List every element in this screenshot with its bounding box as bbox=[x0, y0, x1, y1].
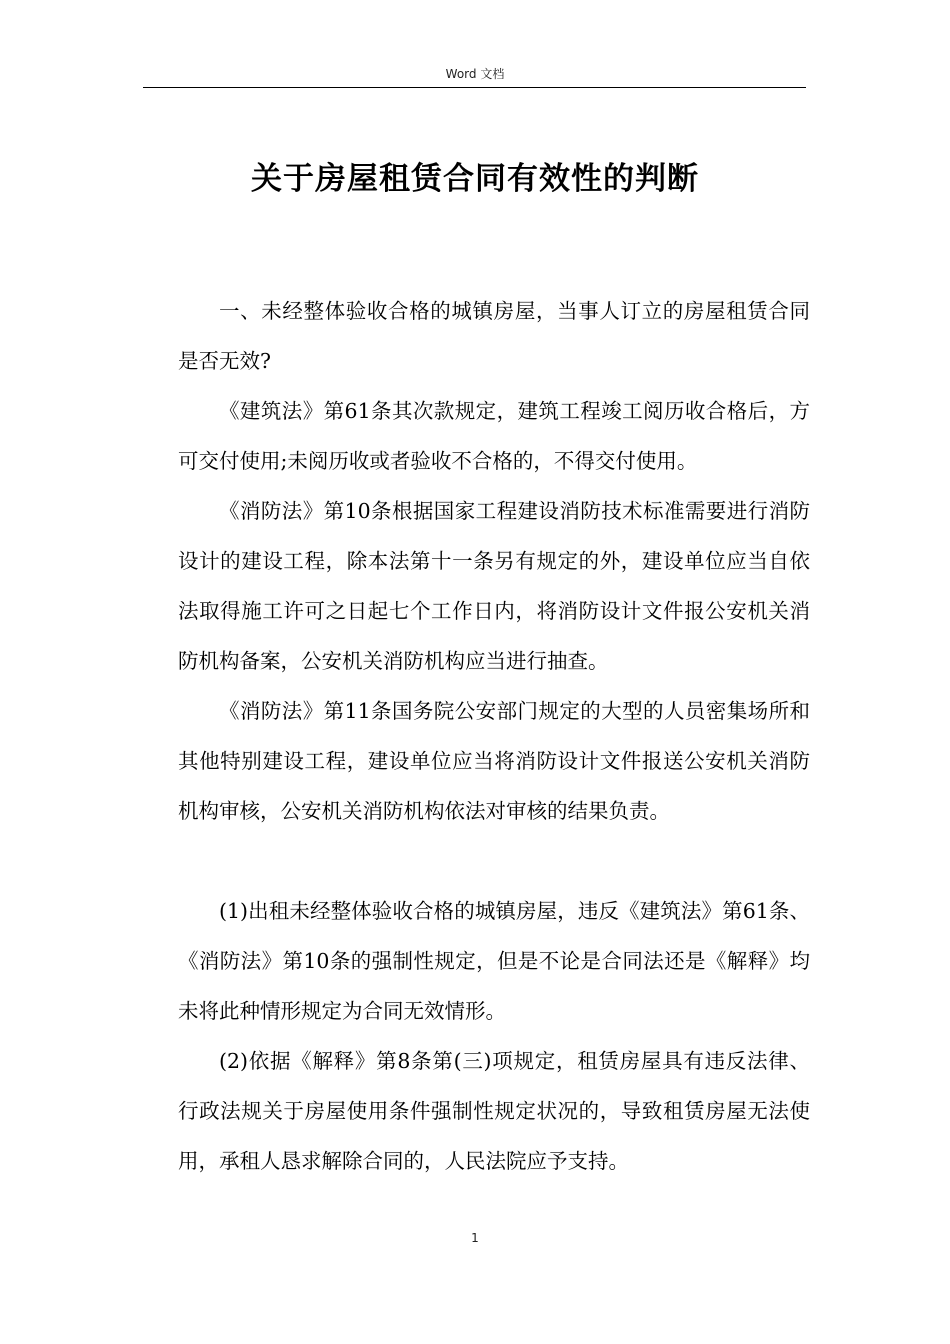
paragraph-point-2: (2)依据《解释》第8条第(三)项规定，租赁房屋具有违反法律、行政法规关于房屋使用条件强制性规定状况的，导致租赁房屋无法使用，承租人恳求解除合同的，人民法院应予支持。 bbox=[178, 1049, 810, 1173]
paragraph-construction-law: 《建筑法》第61条其次款规定，建筑工程竣工阅历收合格后，方可交付使用;未阅历收或者验收不合格的，不得交付使用。 bbox=[178, 399, 810, 473]
paragraph-fire-law-article-10: 《消防法》第10条根据国家工程建设消防技术标准需要进行消防设计的建设工程，除本法第十一条另有规定的外，建设单位应当自依法取得施工许可之日起七个工作日内，将消防设计文件报公安机关消防机构备案，公安机关消防机构应当进行抽查。 bbox=[178, 499, 810, 673]
paragraph-point-1: (1)出租未经整体验收合格的城镇房屋，违反《建筑法》第61条、《消防法》第10条的强制性规定，但是不论是合同法还是《解释》均未将此种情形规定为合同无效情形。 bbox=[178, 899, 810, 1023]
header-divider bbox=[143, 87, 806, 88]
paragraph-question-heading: 一、未经整体验收合格的城镇房屋，当事人订立的房屋租赁合同是否无效? bbox=[178, 299, 810, 373]
document-body bbox=[178, 286, 810, 1186]
paragraph-fire-law-article-11: 《消防法》第11条国务院公安部门规定的大型的人员密集场所和其他特别建设工程，建设单位应当将消防设计文件报送公安机关消防机构审核，公安机关消防机构依法对审核的结果负责。 bbox=[178, 699, 810, 823]
page-header-label: Word 文档 bbox=[445, 67, 505, 81]
document-title: 关于房屋租赁合同有效性的判断 bbox=[251, 161, 699, 197]
page-number: 1 bbox=[471, 1231, 479, 1245]
